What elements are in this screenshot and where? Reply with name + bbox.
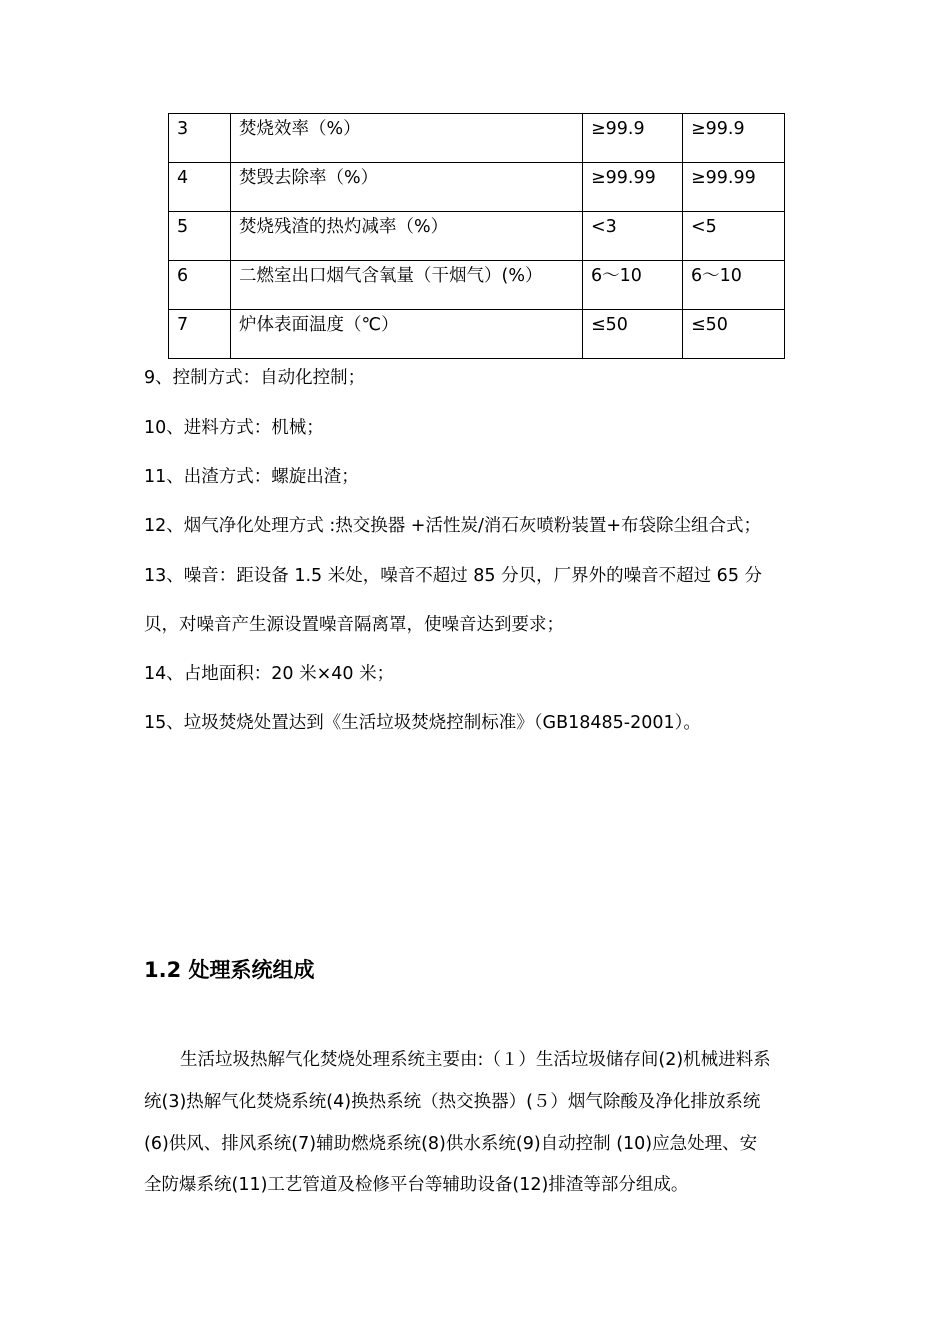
spec-table	[168, 113, 785, 359]
section-heading: 1.2 处理系统组成	[144, 958, 315, 982]
list-item-noise-cont: 贝，对噪音产生源设置噪音隔离罩，使噪音达到要求；	[144, 615, 564, 635]
row-number: 6	[169, 261, 231, 310]
paragraph-line: 生活垃圾热解气化焚烧处理系统主要由:（１）生活垃圾储存间(2)机械进料系	[180, 1050, 771, 1070]
row-value-1: <3	[583, 212, 683, 261]
row-item: 二燃室出口烟气含氧量（干烟气）(%）	[231, 261, 583, 310]
row-item: 焚毁去除率（%）	[231, 163, 583, 212]
list-item-control-mode: 9、控制方式：自动化控制；	[144, 368, 366, 388]
list-item-slag-mode: 11、出渣方式：螺旋出渣；	[144, 467, 359, 487]
row-number: 7	[169, 310, 231, 359]
row-value-2: ≥99.99	[683, 163, 785, 212]
list-item-flue-gas: 12、烟气净化处理方式 :热交换器 +活性炭/消石灰喷粉装置+布袋除尘组合式；	[144, 516, 762, 536]
row-item: 炉体表面温度（℃）	[231, 310, 583, 359]
table-row	[169, 163, 785, 212]
paragraph-line: 统(3)热解气化焚烧系统(4)换热系统（热交换器）(５）烟气除酸及净化排放系统	[144, 1092, 761, 1112]
row-item: 焚烧残渣的热灼减率（%）	[231, 212, 583, 261]
row-value-1: ≥99.9	[583, 114, 683, 163]
row-value-1: 6～10	[583, 261, 683, 310]
row-number: 4	[169, 163, 231, 212]
list-item-standard: 15、垃圾焚烧处置达到《生活垃圾焚烧控制标准》（GB18485-2001）。	[144, 713, 701, 733]
paragraph-line: (6)供风、排风系统(7)辅助燃烧系统(8)供水系统(9)自动控制 (10)应急处理、安	[144, 1134, 758, 1154]
paragraph-line: 全防爆系统(11)工艺管道及检修平台等辅助设备(12)排渣等部分组成。	[144, 1175, 689, 1195]
row-value-1: ≥99.99	[583, 163, 683, 212]
row-value-2: ≥99.9	[683, 114, 785, 163]
table-row	[169, 212, 785, 261]
row-value-2: 6～10	[683, 261, 785, 310]
table-row	[169, 114, 785, 163]
row-item: 焚烧效率（%）	[231, 114, 583, 163]
row-number: 5	[169, 212, 231, 261]
table-row	[169, 261, 785, 310]
row-value-2: <5	[683, 212, 785, 261]
list-item-noise: 13、噪音：距设备 1.5 米处，噪音不超过 85 分贝，厂界外的噪音不超过 65 分	[144, 566, 763, 586]
row-number: 3	[169, 114, 231, 163]
row-value-1: ≤50	[583, 310, 683, 359]
list-item-area: 14、占地面积：20 米×40 米；	[144, 664, 395, 684]
list-item-feeding-mode: 10、进料方式：机械；	[144, 418, 324, 438]
table-row	[169, 310, 785, 359]
row-value-2: ≤50	[683, 310, 785, 359]
